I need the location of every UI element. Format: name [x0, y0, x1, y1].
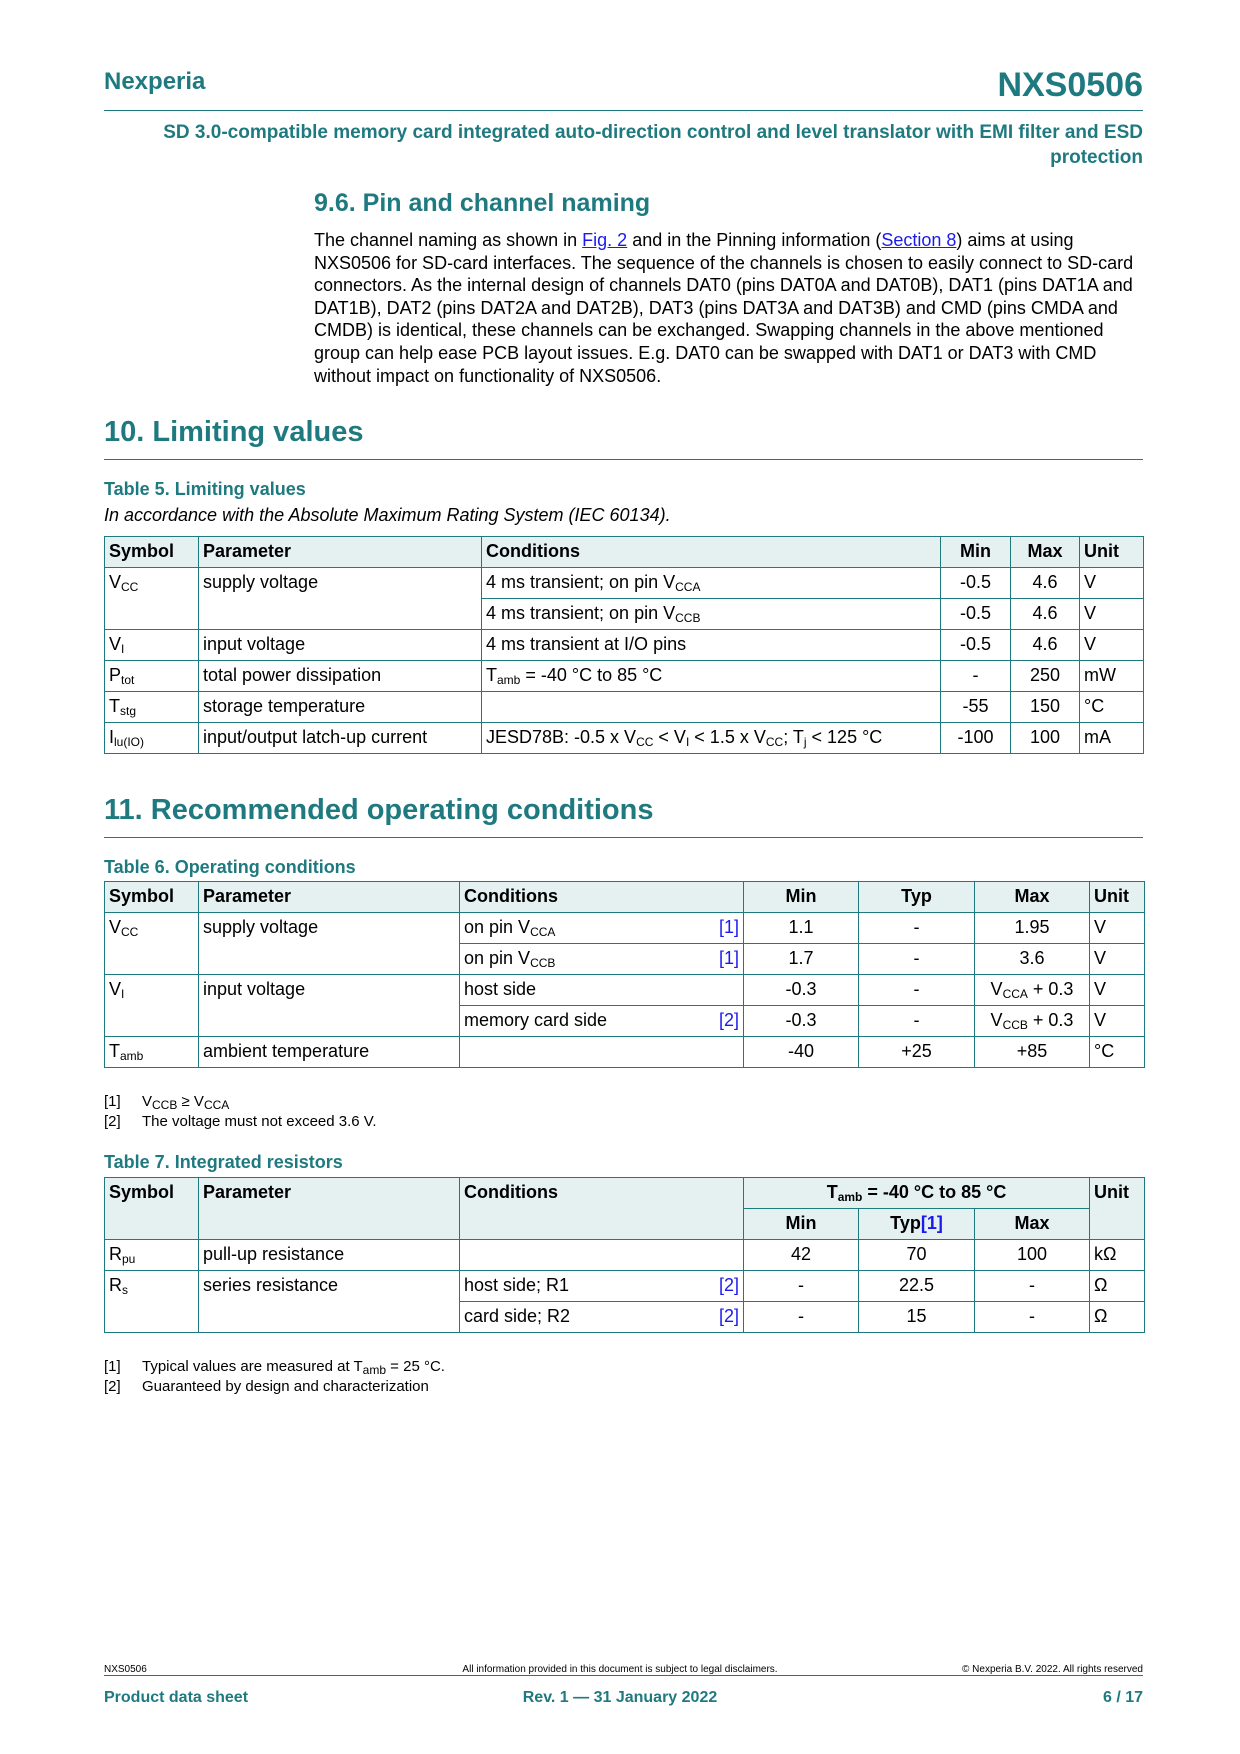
- table-row: $R_s$ series resistance host side; R1 [2] - 22.5 - Ω: [105, 1271, 1145, 1302]
- table-row: $I_{lu(IO)}$ input/output latch-up current JESD78B: -0.5 x $V_{CC} < V_I < 1.5$ x $V_{CC}$; $T_j < 125$ °C -100 100 mA: [105, 723, 1144, 754]
- integrated-resistors-table: [104, 1177, 1145, 1333]
- section-9-6-paragraph: The channel naming as shown in Fig. 2 and in the Pinning information (Section 8) aims at using NXS0506 for SD-card interfaces. The sequence of the channels is chosen to easily connect to SD-card connectors. As the internal design of channels DAT0 (pins DAT0A and DAT0B), DAT1 (pins DAT1A and DAT1B), DAT2 (pins DAT2A and DAT2B), DAT3 (pins DAT3A and DAT3B) and CMD (pins CMDA and CMDB) is identical, these channels can be exchanged. Swapping channels in the above mentioned group can help ease PCB layout issues. E.g. DAT0 can be swapped with DAT1 or DAT3 with CMD without impact on functionality of NXS0506.: [314, 230, 1134, 386]
- operating-conditions-table: [104, 881, 1145, 1068]
- table-7-footnote-1: [1] Typical values are measured at $T_{amb} = 25$ °C.: [104, 1358, 445, 1377]
- table-row: $V_{CC}$ supply voltage 4 ms transient; on pin $V_{CCA}$ -0.5 4.6 V: [105, 568, 1144, 599]
- footer-doc-type: Product data sheet: [104, 1689, 249, 1706]
- table-5-note: In accordance with the Absolute Maximum Rating System (IEC 60134).: [104, 505, 671, 525]
- footer-doc-id: NXS0506: [104, 1664, 147, 1675]
- footnote-ref-2[interactable]: [2]: [718, 1275, 739, 1295]
- table-row: card side; R2 [2] - 15 - Ω: [105, 1302, 1145, 1333]
- table-row: 4 ms transient; on pin $V_{CCB}$ -0.5 4.6 V: [105, 599, 1144, 630]
- table-7-footnote-2: [2] Guaranteed by design and characterization: [104, 1378, 429, 1395]
- part-number: NXS0506: [997, 66, 1143, 104]
- table-row: $T_{stg}$ storage temperature -55 150 °C: [105, 692, 1144, 723]
- footer-disclaimer: All information provided in this document is subject to legal disclaimers.: [462, 1664, 778, 1675]
- table-header-row: Symbol Parameter Conditions Min Max Unit: [105, 537, 1144, 568]
- table-row: $V_I$ input voltage host side -0.3 - $V_{CCA} + 0.3$ V: [105, 975, 1145, 1006]
- footnote-ref-1[interactable]: [1]: [718, 917, 739, 937]
- footer-revision: Rev. 1 — 31 January 2022: [522, 1689, 718, 1706]
- table-header-row: Symbol Parameter Conditions $T_{amb} = -40$ °C to 85 °C Unit: [105, 1178, 1145, 1209]
- footnote-ref-1[interactable]: [1]: [718, 948, 739, 968]
- footnote-ref-2[interactable]: [2]: [718, 1306, 739, 1326]
- limiting-values-table: [104, 536, 1144, 754]
- table-6-footnote-2: [2] The voltage must not exceed 3.6 V.: [104, 1113, 377, 1130]
- section-10-title: 10. Limiting values: [104, 416, 364, 448]
- table-row: $V_{CC}$ supply voltage on pin $V_{CCA}$ [1] 1.1 - 1.95 V: [105, 913, 1145, 944]
- section-11-title: 11. Recommended operating conditions: [104, 794, 654, 826]
- table-row: $R_{pu}$ pull-up resistance 42 70 100 kΩ: [105, 1240, 1145, 1271]
- footer-page-number: 6 / 17: [1102, 1689, 1143, 1706]
- table-row: $T_{amb}$ ambient temperature -40 +25 +85 °C: [105, 1037, 1145, 1068]
- table-row: memory card side [2] -0.3 - $V_{CCB} + 0.3$ V: [105, 1006, 1145, 1037]
- footer-copyright: © Nexperia B.V. 2022. All rights reserved: [962, 1664, 1143, 1675]
- header-rule: [104, 110, 1143, 111]
- table-row: on pin $V_{CCB}$ [1] 1.7 - 3.6 V: [105, 944, 1145, 975]
- section-10-rule: [104, 459, 1143, 460]
- fig-2-link[interactable]: Fig. 2: [582, 230, 628, 250]
- table-5-caption: Table 5. Limiting values: [104, 479, 306, 499]
- section-11-rule: [104, 837, 1143, 838]
- table-row: $V_I$ input voltage 4 ms transient at I/O pins -0.5 4.6 V: [105, 630, 1144, 661]
- footnote-ref-1[interactable]: [1]: [920, 1213, 943, 1233]
- footnote-ref-2[interactable]: [2]: [718, 1010, 739, 1030]
- section-9-6-title: 9.6. Pin and channel naming: [314, 189, 651, 217]
- footer-rule: [104, 1675, 1143, 1676]
- table-row: $P_{tot}$ total power dissipation $T_{amb} = -40$ °C to 85 °C - 250 mW: [105, 661, 1144, 692]
- table-7-caption: Table 7. Integrated resistors: [104, 1152, 343, 1172]
- document-subtitle: SD 3.0-compatible memory card integrated auto-direction control and level translator with EMI filter and ESD protection: [163, 122, 1143, 168]
- table-header-row: Symbol Parameter Conditions Min Typ Max Unit: [105, 882, 1145, 913]
- section-8-link[interactable]: Section 8: [881, 230, 957, 250]
- table-6-footnote-1: [1] $V_{CCB} \ge V_{CCA}$: [104, 1093, 230, 1112]
- brand-name: Nexperia: [104, 68, 206, 95]
- table-6-caption: Table 6. Operating conditions: [104, 857, 356, 877]
- table-header-row: Min Typ[1] Max: [105, 1209, 1145, 1240]
